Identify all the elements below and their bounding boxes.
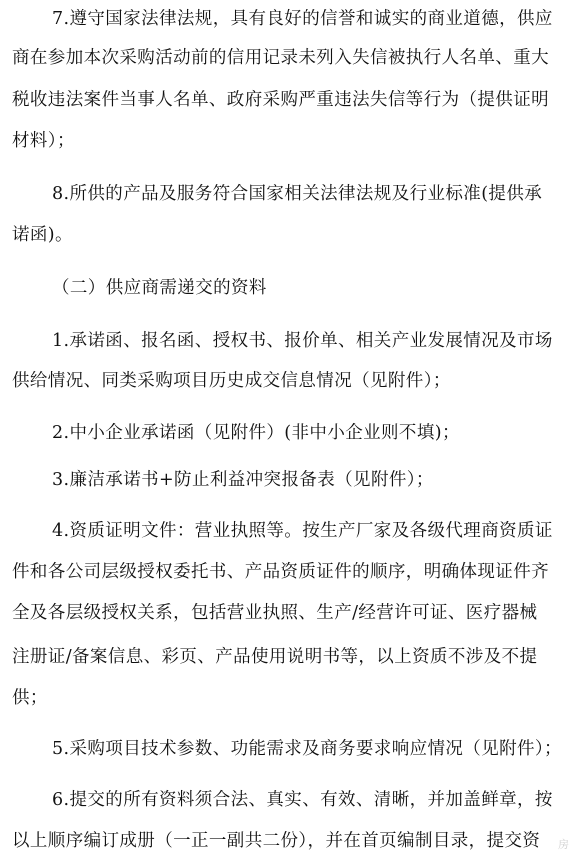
item-8-line-1: 8.所供的产品及服务符合国家相关法律法规及行业标准(提供承	[52, 184, 543, 204]
item-7-line-4: 材料）；	[12, 131, 75, 151]
doc-4-line-1: 4.资质证明文件：营业执照等。按生产厂家及各级代理商资质证	[52, 521, 553, 541]
doc-1-line-1: 1.承诺函、报名函、授权书、报价单、相关产业发展情况及市场	[52, 331, 553, 351]
corner-watermark: 房	[558, 838, 569, 851]
item-7-line-2: 商在参加本次采购活动前的信用记录未列入失信被执行人名单、重大	[12, 48, 549, 68]
doc-2-line-1: 2.中小企业承诺函（见附件）(非中小企业则不填)；	[52, 423, 460, 443]
doc-4-line-2: 件和各公司层级授权委托书、产品资质证件的顺序，明确体现证件齐	[12, 562, 549, 582]
doc-5-line-1: 5.采购项目技术参数、功能需求及商务要求响应情况（见附件）；	[52, 739, 562, 759]
section-heading: （二）供应商需递交的资料	[52, 278, 267, 298]
doc-3-line-1: 3.廉洁承诺书+防止利益冲突报备表（见附件）；	[52, 470, 434, 490]
item-7-line-3: 税收违法案件当事人名单、政府采购严重违法失信等行为（提供证明	[12, 90, 549, 110]
doc-6-line-1: 6.提交的所有资料须合法、真实、有效、清晰，并加盖鲜章，按	[52, 790, 553, 810]
item-7-line-1: 7.遵守国家法律法规，具有良好的信誉和诚实的商业道德，供应	[52, 9, 553, 29]
doc-1-line-2: 供给情况、同类采购项目历史成交信息情况（见附件）；	[12, 371, 451, 391]
doc-4-line-3: 全及各层级授权关系，包括营业执照、生产/经营许可证、医疗器械	[12, 603, 538, 623]
item-8-line-2: 诺函)。	[12, 225, 73, 245]
doc-4-line-4: 注册证/备案信息、彩页、产品使用说明书等，以上资质不涉及不提	[12, 647, 538, 667]
doc-4-line-5: 供；	[12, 688, 48, 708]
doc-6-line-2: 以上顺序编订成册（一正一副共二份），并在首页编制目录，提交资	[12, 831, 541, 851]
